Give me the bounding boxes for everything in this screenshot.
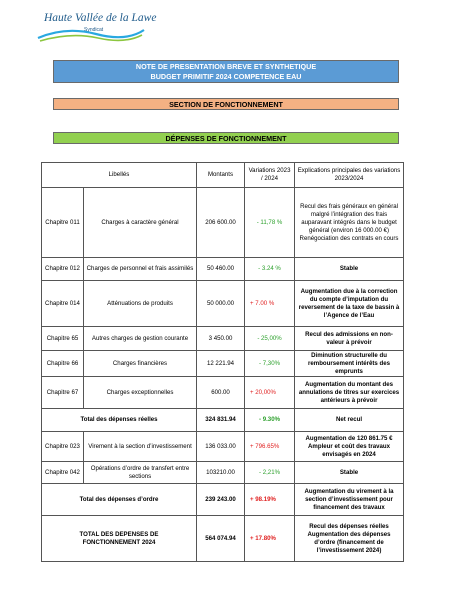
- libelle-cell: Charges de personnel et frais assimilés: [84, 258, 197, 281]
- chapitre-cell: Chapitre 67: [42, 377, 84, 409]
- total-explication: Augmentation du virement à la section d’investissement pour financement des travaux: [295, 484, 404, 516]
- total-label: Total des dépenses d’ordre: [42, 484, 197, 516]
- header-variations: Variations 2023 / 2024: [245, 163, 295, 188]
- variation-cell: - 3.24 %: [245, 258, 295, 281]
- chapitre-cell: Chapitre 012: [42, 258, 84, 281]
- total-label: TOTAL DES DEPENSES DE FONCTIONNEMENT 2024: [42, 516, 197, 562]
- syndicate-logo: [36, 8, 157, 44]
- table-row: [42, 462, 404, 484]
- explication-cell: Augmentation due à la correction du compte d’imputation du reversement de la taxe de bassin à l’Agence de l’Eau: [295, 281, 404, 327]
- chapitre-cell: Chapitre 014: [42, 281, 84, 327]
- explication-cell: Diminution structurelle du remboursement intérêts des emprunts: [295, 351, 404, 377]
- variation-cell: - 25,00%: [245, 327, 295, 351]
- montant-cell: 206 600.00: [197, 188, 245, 258]
- variation-cell: - 2,21%: [245, 462, 295, 484]
- variation-cell: - 11,78 %: [245, 188, 295, 258]
- montant-cell: 50 000.00: [197, 281, 245, 327]
- explication-cell: Stable: [295, 258, 404, 281]
- chapitre-cell: Chapitre 65: [42, 327, 84, 351]
- montant-cell: 12 221.94: [197, 351, 245, 377]
- total-explication: Recul des dépenses réelles Augmentation des dépenses d’ordre (financement de l’investissement 2024): [295, 516, 404, 562]
- header-explications: Explications principales des variations 2023/2024: [295, 163, 404, 188]
- document-title-line1: NOTE DE PRESENTATION BREVE ET SYNTHETIQUE: [135, 62, 317, 71]
- total-general-row: [42, 516, 404, 562]
- variation-cell: + 7.00 %: [245, 281, 295, 327]
- montant-cell: 103210.00: [197, 462, 245, 484]
- montant-cell: 3 450.00: [197, 327, 245, 351]
- logo-title: Haute Vallée de la Lawe: [44, 12, 157, 24]
- table-row: [42, 258, 404, 281]
- subsection-banner: DÉPENSES DE FONCTIONNEMENT: [53, 132, 399, 144]
- total-variation: + 98.19%: [245, 484, 295, 516]
- table-header-row: [42, 163, 404, 188]
- table-row: [42, 432, 404, 462]
- libelle-cell: Charges financières: [84, 351, 197, 377]
- total-ordre-row: [42, 484, 404, 516]
- total-montant: 564 074.94: [197, 516, 245, 562]
- total-reelles-row: [42, 409, 404, 432]
- montant-cell: 50 460.00: [197, 258, 245, 281]
- table-row: [42, 281, 404, 327]
- section-banner: SECTION DE FONCTIONNEMENT: [53, 98, 399, 110]
- libelle-cell: Charges exceptionnelles: [84, 377, 197, 409]
- chapitre-cell: Chapitre 011: [42, 188, 84, 258]
- libelle-cell: Opérations d’ordre de transfert entre sections: [84, 462, 197, 484]
- libelle-cell: Charges à caractère général: [84, 188, 197, 258]
- document-title-line2: BUDGET PRIMITIF 2024 COMPETENCE EAU: [150, 72, 302, 81]
- variation-cell: + 796.65%: [245, 432, 295, 462]
- header-libelles: Libellés: [42, 163, 197, 188]
- explication-cell: Augmentation du montant des annulations de titres sur exercices antérieurs à prévoir: [295, 377, 404, 409]
- total-montant: 239 243.00: [197, 484, 245, 516]
- variation-cell: + 20,00%: [245, 377, 295, 409]
- explication-cell: Stable: [295, 462, 404, 484]
- libelle-cell: Virement à la section d’investissement: [84, 432, 197, 462]
- montant-cell: 600.00: [197, 377, 245, 409]
- total-variation: + 17.80%: [245, 516, 295, 562]
- header-montants: Montants: [197, 163, 245, 188]
- table-row: [42, 327, 404, 351]
- total-label: Total des dépenses réelles: [42, 409, 197, 432]
- chapitre-cell: Chapitre 023: [42, 432, 84, 462]
- chapitre-cell: Chapitre 66: [42, 351, 84, 377]
- logo-subtitle: Syndicat: [84, 27, 104, 33]
- variation-cell: - 7,30%: [245, 351, 295, 377]
- explication-cell: Augmentation de 120 861.75 € Ampleur et coût des travaux envisagés en 2024: [295, 432, 404, 462]
- total-variation: - 9.30%: [245, 409, 295, 432]
- chapitre-cell: Chapitre 042: [42, 462, 84, 484]
- explication-cell: Recul des admissions en non-valeur à prévoir: [295, 327, 404, 351]
- total-explication: Net recul: [295, 409, 404, 432]
- libelle-cell: Atténuations de produits: [84, 281, 197, 327]
- explication-cell: Recul des frais généraux en général malgré l’intégration des frais auparavant intégrés dans le budget général (environ 16 000.00 €) Renégociation des contrats en cours: [295, 188, 404, 258]
- libelle-cell: Autres charges de gestion courante: [84, 327, 197, 351]
- table-row: [42, 351, 404, 377]
- table-row: [42, 377, 404, 409]
- document-title-banner: [53, 60, 399, 83]
- total-montant: 324 831.94: [197, 409, 245, 432]
- montant-cell: 136 033.00: [197, 432, 245, 462]
- table-row: [42, 188, 404, 258]
- expenses-table: [41, 162, 404, 562]
